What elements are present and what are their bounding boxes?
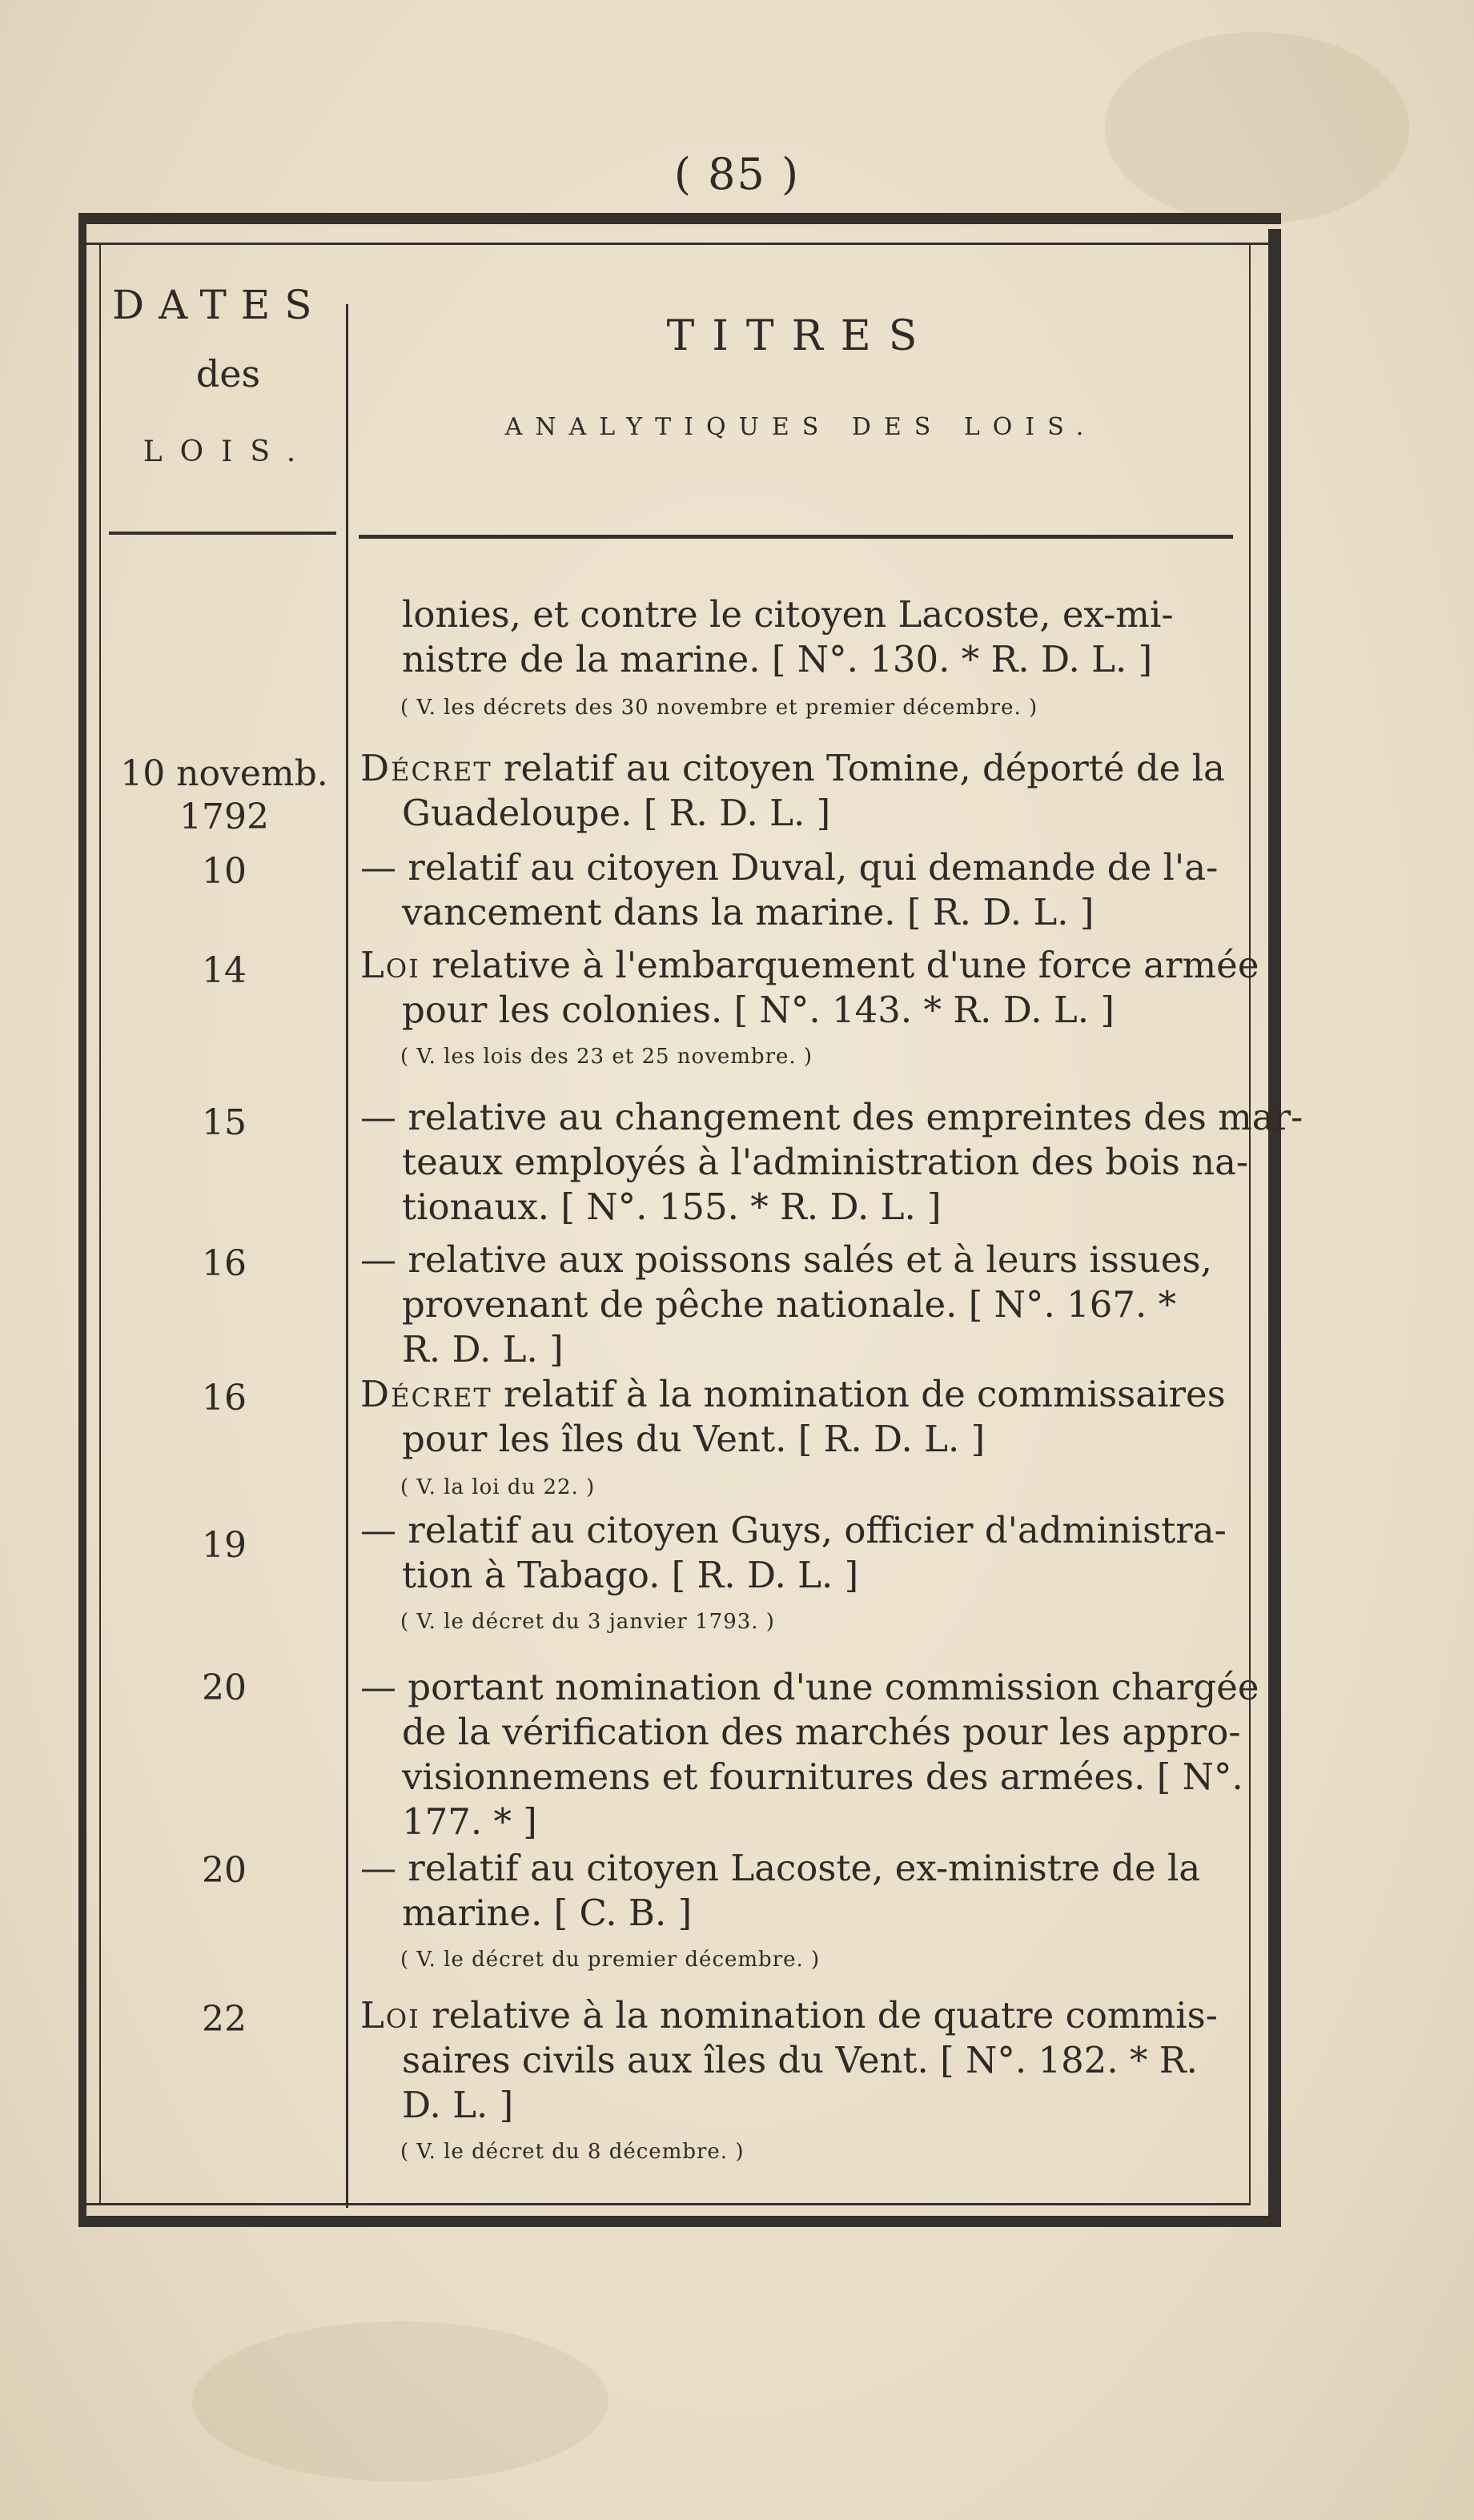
entry-date: 10 (202, 851, 247, 892)
entry-line: visionnemens et fournitures des armées. [ N°. (402, 1756, 1243, 1798)
entry-line: relative à l'embarquement d'une force armée (420, 944, 1259, 986)
header-lois: LOIS. (143, 435, 314, 468)
entry-text (360, 1508, 1241, 1598)
entry-line: relative à la nomination de quatre commis- (420, 1994, 1218, 2036)
entry-line: — portant nomination d'une commission chargée (360, 1666, 1259, 1708)
entry-date: 15 (202, 1102, 247, 1143)
entry-text (360, 1665, 1259, 1844)
entry-date: 14 (202, 950, 247, 991)
entry-date: 20 (202, 1850, 247, 1891)
entry-line: 177. * ] (402, 1800, 537, 1843)
entry-text (360, 845, 1241, 935)
entry-line: saires civils aux îles du Vent. [ N°. 182. * R. (402, 2039, 1198, 2081)
entry-lead-word: Décret (360, 1373, 492, 1415)
entry-line: — relatif au citoyen Lacoste, ex-ministre de la (360, 1847, 1201, 1889)
entry-note: ( V. le décret du 3 janvier 1793. ) (400, 1610, 775, 1634)
entry-line: nistre de la marine. [ N°. 130. * R. D. L. ] (402, 638, 1153, 680)
entry-line: provenant de pêche nationale. [ N°. 167. * (402, 1283, 1177, 1326)
entry-line: marine. [ C. B. ] (402, 1892, 693, 1934)
entry-line: de la vérification des marchés pour les appro- (402, 1711, 1241, 1753)
entry-date: 10 novemb. (120, 753, 328, 794)
entry-lead-word: Loi (360, 944, 420, 986)
header-des: des (195, 352, 261, 395)
entry-text (360, 1993, 1241, 2128)
entry-note: ( V. les lois des 23 et 25 novembre. ) (400, 1045, 813, 1069)
entry-line: — relative aux poissons salés et à leurs issues, (360, 1238, 1212, 1281)
header-titres: TITRES (666, 312, 935, 360)
entry-line: tionaux. [ N°. 155. * R. D. L. ] (402, 1186, 942, 1228)
entry-note: ( V. le décret du 8 décembre. ) (400, 2140, 745, 2164)
entry-note: ( V. la loi du 22. ) (400, 1475, 596, 1499)
entry-text (360, 1095, 1303, 1230)
entry-text (360, 592, 1241, 682)
entry-line: D. L. ] (402, 2084, 514, 2126)
entry-line: pour les îles du Vent. [ R. D. L. ] (402, 1418, 986, 1460)
entry-date: 22 (202, 1999, 247, 2040)
entry-line: — relatif au citoyen Duval, qui demande de l'a- (360, 846, 1219, 889)
entry-note: ( V. les décrets des 30 novembre et premier décembre. ) (400, 696, 1038, 720)
entry-text (360, 1372, 1241, 1462)
entry-line: relatif à la nomination de commissaires (492, 1373, 1226, 1415)
entry-line: relatif au citoyen Tomine, déporté de la (492, 747, 1225, 789)
header-dates: DATES (112, 282, 327, 328)
entry-lead-word: Décret (360, 747, 492, 789)
entry-text (360, 1238, 1241, 1372)
entry-date: 20 (202, 1667, 247, 1708)
entry-lead-word: Loi (360, 1994, 420, 2036)
entry-date: 16 (202, 1378, 247, 1419)
header-analytiques: ANALYTIQUES DES LOIS. (504, 413, 1097, 441)
entry-line: pour les colonies. [ N°. 143. * R. D. L. ] (402, 989, 1115, 1031)
entry-text (360, 746, 1241, 836)
entry-year: 1792 (179, 797, 269, 837)
entry-date: 16 (202, 1243, 247, 1284)
entry-line: — relatif au citoyen Guys, officier d'administra- (360, 1509, 1227, 1551)
page-number: ( 85 ) (673, 149, 801, 199)
entry-line: lonies, et contre le citoyen Lacoste, ex-mi- (402, 593, 1174, 636)
entry-date: 19 (202, 1525, 247, 1566)
entry-line: tion à Tabago. [ R. D. L. ] (402, 1554, 859, 1596)
entry-line: teaux employés à l'administration des bois na- (402, 1141, 1249, 1183)
entry-line: — relative au changement des empreintes des mar- (360, 1096, 1303, 1138)
entry-text (360, 1846, 1241, 1936)
entry-line: Guadeloupe. [ R. D. L. ] (402, 792, 831, 834)
entry-line: R. D. L. ] (402, 1328, 564, 1370)
entry-text (360, 943, 1259, 1033)
entry-note: ( V. le décret du premier décembre. ) (400, 1948, 821, 1972)
entry-line: vancement dans la marine. [ R. D. L. ] (402, 891, 1094, 933)
